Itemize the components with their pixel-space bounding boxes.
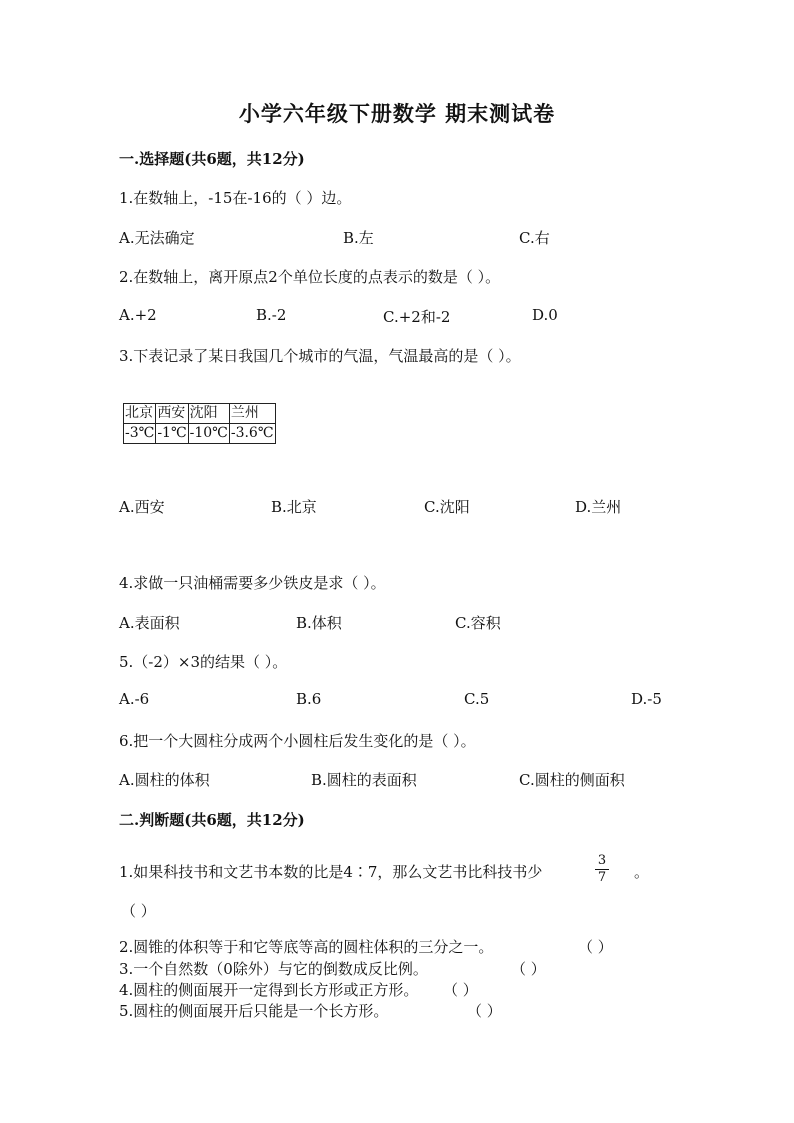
- option-1-3-d: D.兰州: [575, 498, 622, 516]
- table-header-cell: 兰州: [229, 404, 275, 424]
- option-1-5-d: D.-5: [631, 690, 662, 708]
- option-1-1-b: B.左: [343, 229, 374, 247]
- option-1-2-a: A.+2: [119, 306, 157, 324]
- question-1-3: 3.下表记录了某日我国几个城市的气温，气温最高的是（ ）。: [119, 347, 521, 365]
- option-1-4-b: B.体积: [296, 614, 342, 632]
- option-1-5-b: B.6: [296, 690, 322, 708]
- question-2-2: 2.圆锥的体积等于和它等底等高的圆柱体积的三分之一。: [119, 938, 494, 956]
- table-cell: -1℃: [156, 424, 188, 444]
- fraction-denominator: 7: [597, 870, 607, 885]
- option-1-2-c: C.+2和-2: [383, 308, 451, 326]
- fraction-3-7: [592, 853, 612, 886]
- option-1-3-b: B.北京: [271, 498, 317, 516]
- table-header-cell: 西安: [156, 404, 188, 424]
- question-1-5: 5.（-2）×3的结果（ ）。: [119, 653, 288, 671]
- section-1-heading: 一.选择题(共6题，共12分): [119, 150, 305, 168]
- option-1-2-b: B.-2: [256, 306, 287, 324]
- table-cell: -3.6℃: [229, 424, 275, 444]
- table-row: [124, 404, 276, 424]
- answer-blank-2-2: （ ）: [578, 938, 613, 956]
- option-1-1-a: A.无法确定: [119, 229, 195, 247]
- option-1-5-c: C.5: [464, 690, 490, 708]
- answer-blank-2-4: （ ）: [443, 981, 478, 999]
- question-2-4: 4.圆柱的侧面展开一定得到长方形或正方形。: [119, 981, 419, 999]
- table-header-cell: 沈阳: [188, 404, 229, 424]
- question-2-1-tail: 。: [634, 863, 650, 881]
- table-cell: -3℃: [124, 424, 156, 444]
- question-2-1: 1.如果科技书和文艺书本数的比是4∶7，那么文艺书比科技书少: [119, 863, 543, 881]
- option-1-6-a: A.圆柱的体积: [119, 771, 210, 789]
- option-1-4-a: A.表面积: [119, 614, 180, 632]
- answer-blank-2-1: （ ）: [121, 902, 156, 920]
- table-row: [124, 424, 276, 444]
- temperature-table: [123, 403, 276, 444]
- fraction-numerator: 3: [597, 853, 607, 868]
- table-cell: -10℃: [188, 424, 229, 444]
- answer-blank-2-5: （ ）: [467, 1002, 502, 1020]
- section-2-heading: 二.判断题(共6题，共12分): [119, 811, 305, 829]
- question-1-4: 4.求做一只油桶需要多少铁皮是求（ ）。: [119, 574, 386, 592]
- question-2-5: 5.圆柱的侧面展开后只能是一个长方形。: [119, 1002, 389, 1020]
- option-1-1-c: C.右: [519, 229, 550, 247]
- option-1-4-c: C.容积: [455, 614, 501, 632]
- question-2-3: 3.一个自然数（0除外）与它的倒数成反比例。: [119, 960, 428, 978]
- answer-blank-2-3: （ ）: [511, 960, 546, 978]
- question-1-6: 6.把一个大圆柱分成两个小圆柱后发生变化的是（ ）。: [119, 732, 476, 750]
- table-header-cell: 北京: [124, 404, 156, 424]
- option-1-5-a: A.-6: [119, 690, 150, 708]
- question-1-2: 2.在数轴上，离开原点2个单位长度的点表示的数是（ ）。: [119, 268, 501, 286]
- option-1-3-a: A.西安: [119, 498, 165, 516]
- option-1-3-c: C.沈阳: [424, 498, 470, 516]
- question-1-1: 1.在数轴上，-15在-16的（ ）边。: [119, 189, 352, 207]
- option-1-6-c: C.圆柱的侧面积: [519, 771, 625, 789]
- option-1-2-d: D.0: [532, 306, 558, 324]
- page-title: 小学六年级下册数学 期末测试卷: [238, 101, 556, 126]
- option-1-6-b: B.圆柱的表面积: [311, 771, 417, 789]
